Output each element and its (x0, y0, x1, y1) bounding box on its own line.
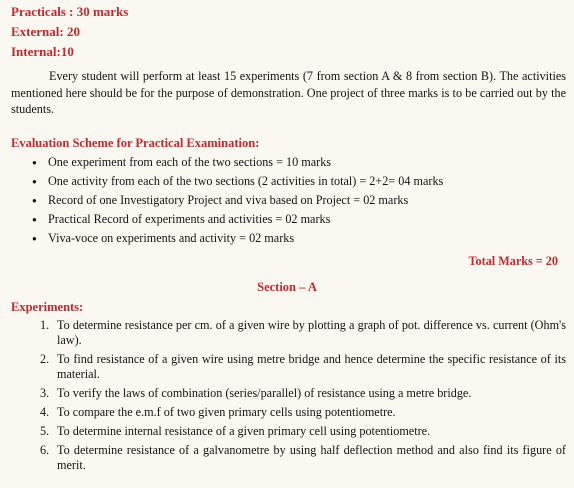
internal-heading: Internal:10 (11, 44, 74, 59)
external-heading: External: 20 (11, 24, 80, 39)
experiment-text: To verify the laws of combination (series/parallel) of resistance using a metre bridge. (57, 386, 472, 400)
experiment-text: To determine resistance of a galvanometre by using half deflection method and also find its figure of merit. (57, 443, 566, 472)
experiment-text: To find resistance of a given wire using metre bridge and hence determine the specific resistance of its material. (57, 352, 566, 381)
experiment-item (40, 318, 566, 348)
experiment-number: 5. (40, 424, 50, 438)
experiment-item (40, 386, 566, 401)
evaluation-list (32, 153, 562, 248)
total-marks: Total Marks = 20 (468, 254, 558, 268)
section-heading: Section – A (257, 280, 317, 294)
experiments-title: Experiments: (11, 300, 84, 314)
experiment-item (40, 424, 566, 439)
experiment-item (40, 352, 566, 382)
evaluation-item: ● Practical Record of experiments and activities = 02 marks (32, 210, 562, 229)
experiment-number: 3. (40, 386, 50, 400)
experiment-number: 6. (40, 443, 50, 457)
evaluation-item: ● One experiment from each of the two sections = 10 marks (32, 153, 562, 172)
practicals-heading: Practicals : 30 marks (11, 4, 129, 19)
evaluation-item: ● Viva-voce on experiments and activity = 02 marks (32, 229, 562, 248)
experiment-text: To determine resistance per cm. of a given wire by plotting a graph of pot. difference vs. current (Ohm's law). (57, 318, 566, 347)
experiment-item (40, 443, 566, 473)
experiment-item (40, 405, 566, 420)
experiment-text: To compare the e.m.f of two given primary cells using potentiometre. (57, 405, 396, 419)
experiment-text: To determine internal resistance of a given primary cell using potentiometre. (57, 424, 431, 438)
experiments-list (40, 318, 566, 477)
evaluation-item: ● One activity from each of the two sections (2 activities in total) = 2+2= 04 marks (32, 172, 562, 191)
evaluation-title: Evaluation Scheme for Practical Examination: (11, 136, 260, 150)
intro-paragraph: Every student will perform at least 15 experiments (7 from section A & 8 from section B). The activities mentioned here should be for the purpose of demonstration. One project of three marks is to be carried out by the students. (11, 69, 566, 116)
experiment-number: 1. (40, 318, 50, 332)
experiment-number: 2. (40, 352, 50, 366)
experiment-number: 4. (40, 405, 50, 419)
evaluation-item: ● Record of one Investigatory Project and viva based on Project = 02 marks (32, 191, 562, 210)
